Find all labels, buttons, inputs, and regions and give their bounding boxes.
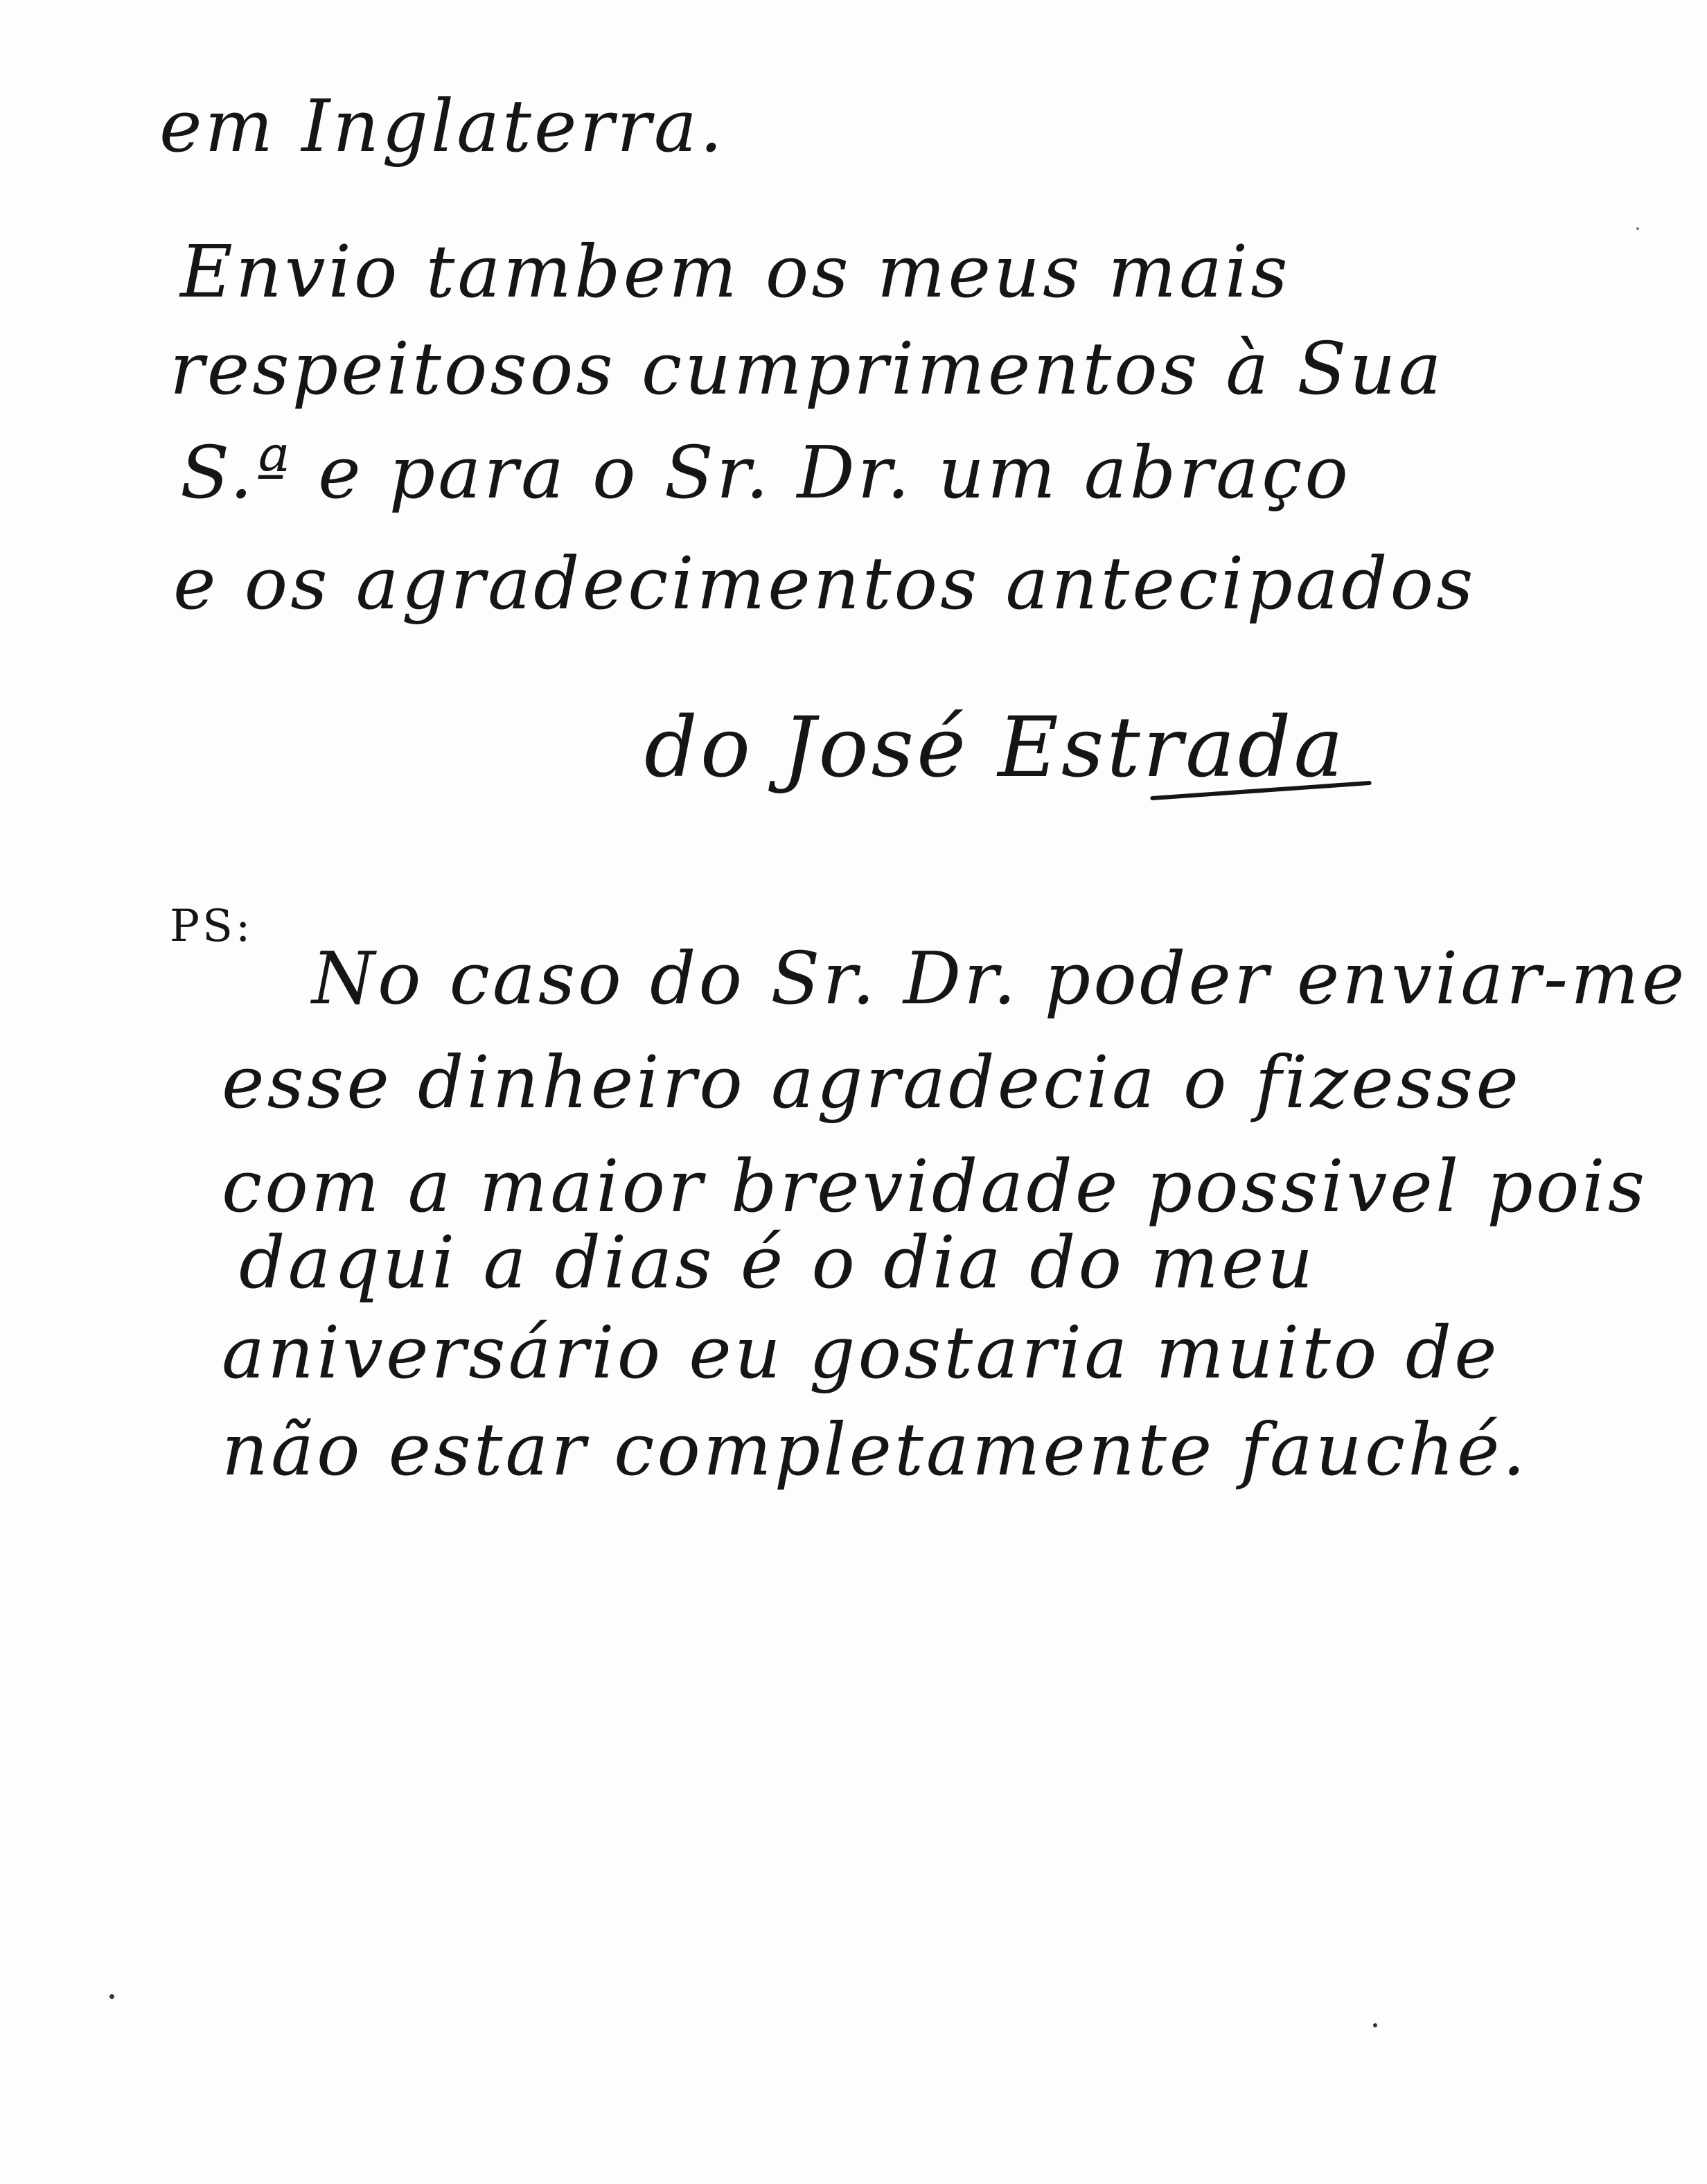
paper-speck <box>109 1994 114 1999</box>
ps-label: PS: <box>170 901 254 952</box>
ps-line-6: não estar completamente fauché. <box>222 1407 1528 1492</box>
letter-line-3: respeitosos cumprimentos à Sua <box>170 326 1444 411</box>
ps-line-1: No caso do Sr. Dr. poder enviar-me <box>312 936 1688 1021</box>
letter-line-4: S.ª e para o Sr. Dr. um abraço <box>180 430 1351 515</box>
letter-line-5: e os agradecimentos antecipados <box>173 541 1476 626</box>
ps-line-4: daqui a dias é o dia do meu <box>239 1220 1316 1305</box>
ps-line-5: aniversário eu gostaria muito de <box>222 1310 1500 1395</box>
ps-line-2: esse dinheiro agradecia o fizesse <box>222 1040 1521 1125</box>
letter-line-2: Envio tambem os meus mais <box>180 229 1291 314</box>
paper-speck <box>1373 2023 1377 2027</box>
signature: do José Estrada <box>644 700 1346 796</box>
ps-line-3: com a maior brevidade possivel pois <box>222 1144 1648 1228</box>
paper-speck <box>1636 227 1639 230</box>
letter-line-1: em Inglaterra. <box>159 84 725 168</box>
